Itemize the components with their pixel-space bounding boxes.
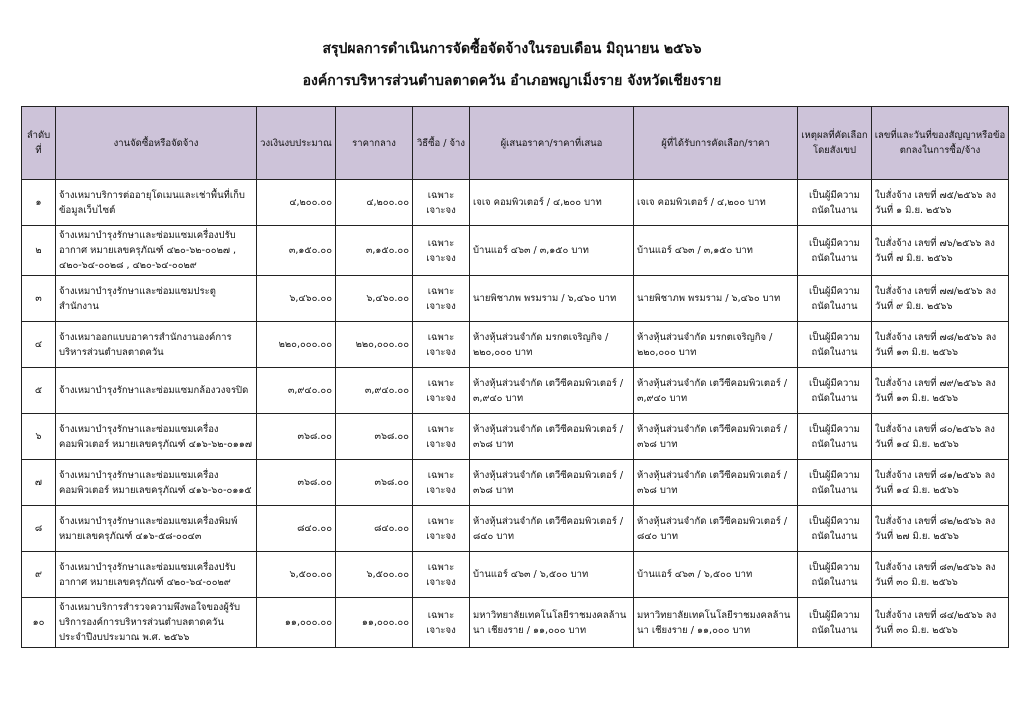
cell-winner: ห้างหุ้นส่วนจำกัด เตวีซีคอมพิวเตอร์ / ๓๖๘ บาท (634, 414, 798, 460)
cell-method: เฉพาะเจาะจง (413, 598, 470, 648)
cell-contract: ใบสั่งจ้าง เลขที่ ๘๐/๒๕๖๖ ลงวันที่ ๑๔ มิ.ย. ๒๕๖๖ (872, 414, 1009, 460)
cell-median-price: ๓,๑๕๐.๐๐ (336, 226, 413, 276)
cell-bidder: เจเจ คอมพิวเตอร์ / ๔,๒๐๐ บาท (470, 180, 634, 226)
cell-no: ๕ (22, 368, 56, 414)
cell-method: เฉพาะเจาะจง (413, 368, 470, 414)
col-header-contract: เลขที่และวันที่ของสัญญาหรือข้อตกลงในการซื้อ/จ้าง (872, 107, 1009, 180)
cell-bidder: ห้างหุ้นส่วนจำกัด เตวีซีคอมพิวเตอร์ / ๘๔๐ บาท (470, 506, 634, 552)
cell-method: เฉพาะเจาะจง (413, 506, 470, 552)
cell-median-price: ๓๖๘.๐๐ (336, 460, 413, 506)
cell-item: จ้างเหมาบำรุงรักษาและซ่อมแซมเครื่องคอมพิวเตอร์ หมายเลขครุภัณฑ์ ๔๑๖-๖๐-๐๑๑๕ (56, 460, 257, 506)
table-row (22, 180, 1009, 226)
cell-median-price: ๓๖๘.๐๐ (336, 414, 413, 460)
cell-budget: ๘๔๐.๐๐ (257, 506, 336, 552)
table-row (22, 322, 1009, 368)
cell-bidder: มหาวิทยาลัยเทคโนโลยีราชมงคลล้านนา เชียงราย / ๑๑,๐๐๐ บาท (470, 598, 634, 648)
cell-reason: เป็นผู้มีความถนัดในงาน (798, 322, 872, 368)
cell-median-price: ๔,๒๐๐.๐๐ (336, 180, 413, 226)
cell-no: ๖ (22, 414, 56, 460)
cell-budget: ๓๖๘.๐๐ (257, 414, 336, 460)
cell-no: ๙ (22, 552, 56, 598)
cell-winner: ห้างหุ้นส่วนจำกัด มรกตเจริญกิจ / ๒๒๐,๐๐๐ บาท (634, 322, 798, 368)
col-header-item: งานจัดซื้อหรือจัดจ้าง (56, 107, 257, 180)
cell-item: จ้างเหมาบริการสำรวจความพึงพอใจของผู้รับบริการองค์การบริหารส่วนตำบลตาดควัน ประจำปีงบประมาณ พ.ศ. ๒๕๖๖ (56, 598, 257, 648)
cell-contract: ใบสั่งจ้าง เลขที่ ๘๒/๒๕๖๖ ลงวันที่ ๒๗ มิ.ย. ๒๕๖๖ (872, 506, 1009, 552)
cell-contract: ใบสั่งจ้าง เลขที่ ๗๘/๒๕๖๖ ลงวันที่ ๑๓ มิ.ย. ๒๕๖๖ (872, 322, 1009, 368)
cell-reason: เป็นผู้มีความถนัดในงาน (798, 414, 872, 460)
cell-no: ๘ (22, 506, 56, 552)
cell-bidder: บ้านแอร์ ๔๖๓ / ๖,๕๐๐ บาท (470, 552, 634, 598)
procurement-table (21, 106, 1009, 648)
col-header-method: วิธีซื้อ / จ้าง (413, 107, 470, 180)
cell-item: จ้างเหมาบำรุงรักษาและซ่อมแซมกล้องวงจรปิด (56, 368, 257, 414)
cell-budget: ๖,๔๖๐.๐๐ (257, 276, 336, 322)
cell-contract: ใบสั่งจ้าง เลขที่ ๗๗/๒๕๖๖ ลงวันที่ ๙ มิ.ย. ๒๕๖๖ (872, 276, 1009, 322)
cell-no: ๓ (22, 276, 56, 322)
cell-method: เฉพาะเจาะจง (413, 460, 470, 506)
table-body (22, 180, 1009, 648)
table-row (22, 460, 1009, 506)
col-header-median-price: ราคากลาง (336, 107, 413, 180)
cell-winner: ห้างหุ้นส่วนจำกัด เตวีซีคอมพิวเตอร์ / ๘๔๐ บาท (634, 506, 798, 552)
document-title: สรุปผลการดำเนินการจัดซื้อจัดจ้างในรอบเดือน มิถุนายน ๒๕๖๖ (322, 41, 702, 57)
cell-winner: ห้างหุ้นส่วนจำกัด เตวีซีคอมพิวเตอร์ / ๓,๙๔๐ บาท (634, 368, 798, 414)
cell-no: ๒ (22, 226, 56, 276)
cell-winner: ห้างหุ้นส่วนจำกัด เตวีซีคอมพิวเตอร์ / ๓๖๘ บาท (634, 460, 798, 506)
table-row (22, 276, 1009, 322)
cell-contract: ใบสั่งจ้าง เลขที่ ๗๖/๒๕๖๖ ลงวันที่ ๗ มิ.ย. ๒๕๖๖ (872, 226, 1009, 276)
table-row (22, 368, 1009, 414)
cell-median-price: ๖,๕๐๐.๐๐ (336, 552, 413, 598)
cell-median-price: ๑๑,๐๐๐.๐๐ (336, 598, 413, 648)
cell-item: จ้างเหมาบำรุงรักษาและซ่อมแซมเครื่องปรับอากาศ หมายเลขครุภัณฑ์ ๔๒๐-๖๒-๐๐๒๗ , ๔๒๐-๖๔-๐๐๒๘ , ๔๒๐-๖๔-๐๐๒๙ (56, 226, 257, 276)
cell-budget: ๓,๑๕๐.๐๐ (257, 226, 336, 276)
document-subtitle: องค์การบริหารส่วนตำบลตาดควัน อำเภอพญาเม็งราย จังหวัดเชียงราย (302, 73, 722, 89)
cell-winner: มหาวิทยาลัยเทคโนโลยีราชมงคลล้านนา เชียงราย / ๑๑,๐๐๐ บาท (634, 598, 798, 648)
cell-budget: ๖,๕๐๐.๐๐ (257, 552, 336, 598)
cell-no: ๗ (22, 460, 56, 506)
cell-reason: เป็นผู้มีความถนัดในงาน (798, 598, 872, 648)
cell-method: เฉพาะเจาะจง (413, 552, 470, 598)
cell-no: ๔ (22, 322, 56, 368)
cell-bidder: ห้างหุ้นส่วนจำกัด มรกตเจริญกิจ / ๒๒๐,๐๐๐ บาท (470, 322, 634, 368)
cell-item: จ้างเหมาบำรุงรักษาและซ่อมแซมเครื่องปรับอากาศ หมายเลขครุภัณฑ์ ๔๒๐-๖๔-๐๐๒๙ (56, 552, 257, 598)
cell-median-price: ๒๒๐,๐๐๐.๐๐ (336, 322, 413, 368)
cell-contract: ใบสั่งจ้าง เลขที่ ๗๙/๒๕๖๖ ลงวันที่ ๑๓ มิ.ย. ๒๕๖๖ (872, 368, 1009, 414)
cell-contract: ใบสั่งจ้าง เลขที่ ๗๕/๒๕๖๖ ลงวันที่ ๑ มิ.ย. ๒๕๖๖ (872, 180, 1009, 226)
cell-reason: เป็นผู้มีความถนัดในงาน (798, 506, 872, 552)
cell-method: เฉพาะเจาะจง (413, 180, 470, 226)
cell-winner: บ้านแอร์ ๔๖๓ / ๖,๕๐๐ บาท (634, 552, 798, 598)
cell-budget: ๓๖๘.๐๐ (257, 460, 336, 506)
col-header-bidder: ผู้เสนอราคา/ราคาที่เสนอ (470, 107, 634, 180)
cell-no: ๑๐ (22, 598, 56, 648)
cell-item: จ้างเหมาบำรุงรักษาและซ่อมแซมประตูสำนักงาน (56, 276, 257, 322)
cell-budget: ๒๒๐,๐๐๐.๐๐ (257, 322, 336, 368)
cell-contract: ใบสั่งจ้าง เลขที่ ๘๓/๒๕๖๖ ลงวันที่ ๓๐ มิ.ย. ๒๕๖๖ (872, 552, 1009, 598)
table-row (22, 552, 1009, 598)
cell-winner: บ้านแอร์ ๔๖๓ / ๓,๑๕๐ บาท (634, 226, 798, 276)
cell-item: จ้างเหมาบำรุงรักษาและซ่อมแซมเครื่องพิมพ์ หมายเลขครุภัณฑ์ ๔๑๖-๕๘-๐๐๔๓ (56, 506, 257, 552)
cell-median-price: ๖,๔๖๐.๐๐ (336, 276, 413, 322)
cell-budget: ๑๑,๐๐๐.๐๐ (257, 598, 336, 648)
cell-budget: ๔,๒๐๐.๐๐ (257, 180, 336, 226)
table-row (22, 506, 1009, 552)
col-header-winner: ผู้ที่ได้รับการคัดเลือก/ราคา (634, 107, 798, 180)
cell-item: จ้างเหมาบริการต่ออายุโดเมนและเช่าพื้นที่เก็บข้อมูลเว็บไซต์ (56, 180, 257, 226)
col-header-budget: วงเงินงบประมาณ (257, 107, 336, 180)
cell-bidder: ห้างหุ้นส่วนจำกัด เตวีซีคอมพิวเตอร์ / ๓๖๘ บาท (470, 460, 634, 506)
cell-reason: เป็นผู้มีความถนัดในงาน (798, 368, 872, 414)
cell-contract: ใบสั่งจ้าง เลขที่ ๘๑/๒๕๖๖ ลงวันที่ ๑๔ มิ.ย. ๒๕๖๖ (872, 460, 1009, 506)
cell-method: เฉพาะเจาะจง (413, 322, 470, 368)
cell-method: เฉพาะเจาะจง (413, 226, 470, 276)
cell-reason: เป็นผู้มีความถนัดในงาน (798, 460, 872, 506)
cell-bidder: นายพิชาภพ พรมราม / ๖,๔๖๐ บาท (470, 276, 634, 322)
cell-bidder: บ้านแอร์ ๔๖๓ / ๓,๑๕๐ บาท (470, 226, 634, 276)
cell-no: ๑ (22, 180, 56, 226)
cell-reason: เป็นผู้มีความถนัดในงาน (798, 552, 872, 598)
cell-reason: เป็นผู้มีความถนัดในงาน (798, 180, 872, 226)
cell-method: เฉพาะเจาะจง (413, 414, 470, 460)
cell-budget: ๓,๙๔๐.๐๐ (257, 368, 336, 414)
col-header-no: ลำดับที่ (22, 107, 56, 180)
cell-item: จ้างเหมาบำรุงรักษาและซ่อมแซมเครื่องคอมพิวเตอร์ หมายเลขครุภัณฑ์ ๔๑๖-๖๒-๐๑๑๗ (56, 414, 257, 460)
table-row (22, 598, 1009, 648)
cell-contract: ใบสั่งจ้าง เลขที่ ๘๔/๒๕๖๖ ลงวันที่ ๓๐ มิ.ย. ๒๕๖๖ (872, 598, 1009, 648)
table-row (22, 226, 1009, 276)
cell-reason: เป็นผู้มีความถนัดในงาน (798, 226, 872, 276)
cell-median-price: ๘๔๐.๐๐ (336, 506, 413, 552)
table-header-row (22, 107, 1009, 180)
table-row (22, 414, 1009, 460)
cell-median-price: ๓,๙๔๐.๐๐ (336, 368, 413, 414)
cell-bidder: ห้างหุ้นส่วนจำกัด เตวีซีคอมพิวเตอร์ / ๓,๙๔๐ บาท (470, 368, 634, 414)
cell-reason: เป็นผู้มีความถนัดในงาน (798, 276, 872, 322)
col-header-reason: เหตุผลที่คัดเลือกโดยสังเขป (798, 107, 872, 180)
cell-item: จ้างเหมาออกแบบอาคารสำนักงานองค์การบริหารส่วนตำบลตาดควัน (56, 322, 257, 368)
cell-bidder: ห้างหุ้นส่วนจำกัด เตวีซีคอมพิวเตอร์ / ๓๖๘ บาท (470, 414, 634, 460)
cell-method: เฉพาะเจาะจง (413, 276, 470, 322)
cell-winner: นายพิชาภพ พรมราม / ๖,๔๖๐ บาท (634, 276, 798, 322)
cell-winner: เจเจ คอมพิวเตอร์ / ๔,๒๐๐ บาท (634, 180, 798, 226)
